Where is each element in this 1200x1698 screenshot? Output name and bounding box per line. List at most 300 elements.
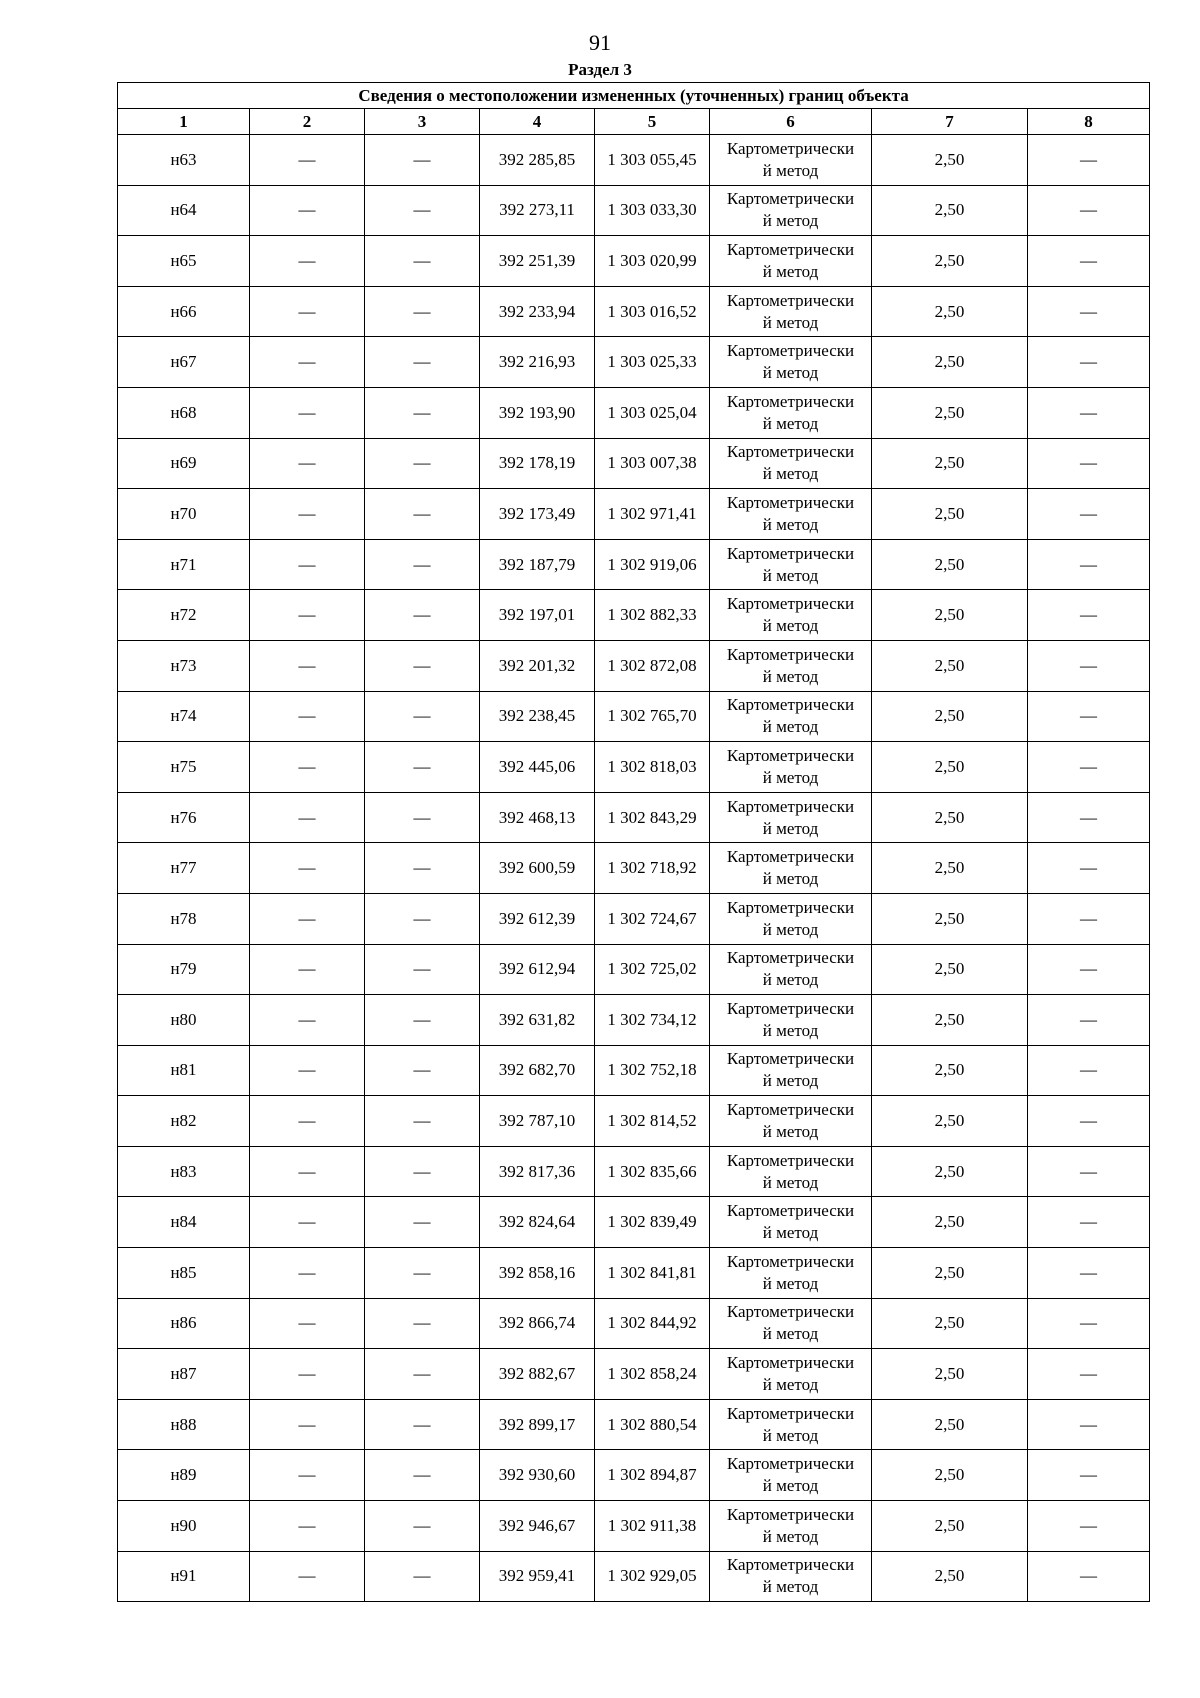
y-coordinate-cell: 1 302 872,08	[595, 640, 710, 691]
accuracy-cell: 2,50	[872, 1298, 1028, 1349]
method-cell	[710, 944, 872, 995]
method-text-line: й метод	[762, 160, 819, 180]
x-coordinate-cell: 392 445,06	[480, 742, 595, 793]
point-name-cell: н90	[118, 1501, 250, 1552]
point-name-cell: н82	[118, 1096, 250, 1147]
column-3-cell: —	[365, 387, 480, 438]
method-text-line: Картометрически	[726, 695, 855, 715]
point-name-cell: н75	[118, 742, 250, 793]
table-row	[118, 1248, 1150, 1299]
method-text-line: Картометрически	[726, 796, 855, 816]
column-header: 2	[250, 109, 365, 135]
x-coordinate-cell: 392 273,11	[480, 185, 595, 236]
column-header: 4	[480, 109, 595, 135]
method-text-line: Картометрически	[726, 290, 855, 310]
accuracy-cell: 2,50	[872, 742, 1028, 793]
column-2-cell: —	[250, 590, 365, 641]
y-coordinate-cell: 1 302 835,66	[595, 1146, 710, 1197]
column-8-cell: —	[1028, 337, 1150, 388]
point-name-cell: н63	[118, 135, 250, 186]
point-name-cell: н87	[118, 1349, 250, 1400]
accuracy-cell: 2,50	[872, 590, 1028, 641]
column-8-cell: —	[1028, 236, 1150, 287]
point-name-cell: н73	[118, 640, 250, 691]
x-coordinate-cell: 392 682,70	[480, 1045, 595, 1096]
column-3-cell: —	[365, 1197, 480, 1248]
method-text-line: й метод	[762, 1425, 819, 1445]
method-cell	[710, 185, 872, 236]
method-text-line: й метод	[762, 1476, 819, 1496]
x-coordinate-cell: 392 187,79	[480, 539, 595, 590]
y-coordinate-cell: 1 302 882,33	[595, 590, 710, 641]
method-text-line: й метод	[762, 1324, 819, 1344]
y-coordinate-cell: 1 302 929,05	[595, 1551, 710, 1602]
column-header: 5	[595, 109, 710, 135]
point-name-cell: н85	[118, 1248, 250, 1299]
column-8-cell: —	[1028, 1551, 1150, 1602]
method-text-line: Картометрически	[726, 745, 855, 765]
method-cell	[710, 1349, 872, 1400]
column-2-cell: —	[250, 539, 365, 590]
column-2-cell: —	[250, 640, 365, 691]
accuracy-cell: 2,50	[872, 387, 1028, 438]
point-name-cell: н86	[118, 1298, 250, 1349]
method-text-line: й метод	[762, 565, 819, 585]
method-text-line: й метод	[762, 363, 819, 383]
x-coordinate-cell: 392 178,19	[480, 438, 595, 489]
column-2-cell: —	[250, 1045, 365, 1096]
y-coordinate-cell: 1 302 718,92	[595, 843, 710, 894]
point-name-cell: н64	[118, 185, 250, 236]
point-name-cell: н81	[118, 1045, 250, 1096]
column-3-cell: —	[365, 236, 480, 287]
method-cell	[710, 742, 872, 793]
accuracy-cell: 2,50	[872, 1197, 1028, 1248]
y-coordinate-cell: 1 302 894,87	[595, 1450, 710, 1501]
accuracy-cell: 2,50	[872, 337, 1028, 388]
method-text-line: Картометрически	[726, 948, 855, 968]
method-cell	[710, 387, 872, 438]
x-coordinate-cell: 392 946,67	[480, 1501, 595, 1552]
x-coordinate-cell: 392 612,94	[480, 944, 595, 995]
method-text-line: й метод	[762, 514, 819, 534]
column-2-cell: —	[250, 893, 365, 944]
point-name-cell: н66	[118, 286, 250, 337]
column-8-cell: —	[1028, 590, 1150, 641]
column-8-cell: —	[1028, 1248, 1150, 1299]
table-caption: Сведения о местоположении измененных (уточненных) границ объекта	[118, 83, 1150, 109]
point-name-cell: н72	[118, 590, 250, 641]
column-8-cell: —	[1028, 1096, 1150, 1147]
method-text-line: й метод	[762, 767, 819, 787]
method-text-line: Картометрически	[726, 998, 855, 1018]
point-name-cell: н67	[118, 337, 250, 388]
column-2-cell: —	[250, 1551, 365, 1602]
y-coordinate-cell: 1 302 725,02	[595, 944, 710, 995]
column-2-cell: —	[250, 1197, 365, 1248]
table-row	[118, 438, 1150, 489]
column-3-cell: —	[365, 489, 480, 540]
column-2-cell: —	[250, 1298, 365, 1349]
y-coordinate-cell: 1 302 858,24	[595, 1349, 710, 1400]
method-text-line: Картометрически	[726, 341, 855, 361]
method-text-line: Картометрически	[726, 897, 855, 917]
table-row	[118, 1197, 1150, 1248]
table-row	[118, 1450, 1150, 1501]
column-3-cell: —	[365, 1349, 480, 1400]
column-8-cell: —	[1028, 995, 1150, 1046]
column-8-cell: —	[1028, 1298, 1150, 1349]
column-3-cell: —	[365, 1551, 480, 1602]
table-row	[118, 995, 1150, 1046]
column-8-cell: —	[1028, 792, 1150, 843]
column-2-cell: —	[250, 1146, 365, 1197]
x-coordinate-cell: 392 824,64	[480, 1197, 595, 1248]
point-name-cell: н91	[118, 1551, 250, 1602]
method-cell	[710, 1248, 872, 1299]
x-coordinate-cell: 392 216,93	[480, 337, 595, 388]
x-coordinate-cell: 392 612,39	[480, 893, 595, 944]
method-text-line: й метод	[762, 1526, 819, 1546]
x-coordinate-cell: 392 173,49	[480, 489, 595, 540]
column-8-cell: —	[1028, 691, 1150, 742]
column-3-cell: —	[365, 640, 480, 691]
column-2-cell: —	[250, 1501, 365, 1552]
column-2-cell: —	[250, 995, 365, 1046]
column-8-cell: —	[1028, 1501, 1150, 1552]
method-text-line: й метод	[762, 970, 819, 990]
method-text-line: й метод	[762, 818, 819, 838]
table-body	[118, 135, 1150, 1602]
accuracy-cell: 2,50	[872, 1399, 1028, 1450]
column-2-cell: —	[250, 843, 365, 894]
method-cell	[710, 539, 872, 590]
method-text-line: Картометрически	[726, 189, 855, 209]
column-8-cell: —	[1028, 489, 1150, 540]
method-text-line: Картометрически	[726, 391, 855, 411]
column-3-cell: —	[365, 893, 480, 944]
table-row	[118, 135, 1150, 186]
y-coordinate-cell: 1 302 814,52	[595, 1096, 710, 1147]
point-name-cell: н84	[118, 1197, 250, 1248]
column-3-cell: —	[365, 1501, 480, 1552]
x-coordinate-cell: 392 817,36	[480, 1146, 595, 1197]
table-row	[118, 539, 1150, 590]
column-3-cell: —	[365, 286, 480, 337]
method-text-line: Картометрически	[726, 1403, 855, 1423]
column-2-cell: —	[250, 286, 365, 337]
method-cell	[710, 590, 872, 641]
accuracy-cell: 2,50	[872, 1045, 1028, 1096]
method-text-line: й метод	[762, 869, 819, 889]
accuracy-cell: 2,50	[872, 539, 1028, 590]
column-8-cell: —	[1028, 742, 1150, 793]
point-name-cell: н88	[118, 1399, 250, 1450]
method-text-line: Картометрически	[726, 239, 855, 259]
column-3-cell: —	[365, 843, 480, 894]
method-text-line: й метод	[762, 1273, 819, 1293]
column-2-cell: —	[250, 1349, 365, 1400]
column-3-cell: —	[365, 1146, 480, 1197]
method-cell	[710, 691, 872, 742]
method-cell	[710, 438, 872, 489]
column-8-cell: —	[1028, 539, 1150, 590]
column-3-cell: —	[365, 1096, 480, 1147]
table-row	[118, 640, 1150, 691]
accuracy-cell: 2,50	[872, 489, 1028, 540]
x-coordinate-cell: 392 193,90	[480, 387, 595, 438]
method-cell	[710, 792, 872, 843]
y-coordinate-cell: 1 302 752,18	[595, 1045, 710, 1096]
x-coordinate-cell: 392 251,39	[480, 236, 595, 287]
x-coordinate-cell: 392 201,32	[480, 640, 595, 691]
method-cell	[710, 640, 872, 691]
method-text-line: Картометрически	[726, 644, 855, 664]
column-3-cell: —	[365, 742, 480, 793]
table-row	[118, 742, 1150, 793]
column-3-cell: —	[365, 337, 480, 388]
method-text-line: Картометрически	[726, 1555, 855, 1575]
method-text-line: й метод	[762, 413, 819, 433]
column-8-cell: —	[1028, 185, 1150, 236]
column-2-cell: —	[250, 135, 365, 186]
column-3-cell: —	[365, 691, 480, 742]
y-coordinate-cell: 1 302 911,38	[595, 1501, 710, 1552]
method-cell	[710, 1045, 872, 1096]
method-cell	[710, 995, 872, 1046]
method-cell	[710, 135, 872, 186]
table-row	[118, 337, 1150, 388]
method-text-line: й метод	[762, 464, 819, 484]
method-text-line: й метод	[762, 717, 819, 737]
method-text-line: Картометрически	[726, 1504, 855, 1524]
method-cell	[710, 1146, 872, 1197]
point-name-cell: н69	[118, 438, 250, 489]
method-text-line: й метод	[762, 1577, 819, 1597]
x-coordinate-cell: 392 233,94	[480, 286, 595, 337]
x-coordinate-cell: 392 197,01	[480, 590, 595, 641]
table-row	[118, 1096, 1150, 1147]
table-row	[118, 792, 1150, 843]
accuracy-cell: 2,50	[872, 995, 1028, 1046]
x-coordinate-cell: 392 238,45	[480, 691, 595, 742]
method-text-line: й метод	[762, 1375, 819, 1395]
x-coordinate-cell: 392 930,60	[480, 1450, 595, 1501]
y-coordinate-cell: 1 303 007,38	[595, 438, 710, 489]
column-3-cell: —	[365, 135, 480, 186]
x-coordinate-cell: 392 787,10	[480, 1096, 595, 1147]
accuracy-cell: 2,50	[872, 1551, 1028, 1602]
point-name-cell: н76	[118, 792, 250, 843]
column-8-cell: —	[1028, 1197, 1150, 1248]
y-coordinate-cell: 1 302 839,49	[595, 1197, 710, 1248]
method-text-line: Картометрически	[726, 543, 855, 563]
method-text-line: Картометрически	[726, 1201, 855, 1221]
table-row	[118, 691, 1150, 742]
method-cell	[710, 1399, 872, 1450]
method-cell	[710, 1501, 872, 1552]
accuracy-cell: 2,50	[872, 843, 1028, 894]
column-3-cell: —	[365, 185, 480, 236]
column-3-cell: —	[365, 590, 480, 641]
point-name-cell: н80	[118, 995, 250, 1046]
method-text-line: Картометрически	[726, 442, 855, 462]
point-name-cell: н79	[118, 944, 250, 995]
point-name-cell: н71	[118, 539, 250, 590]
point-name-cell: н78	[118, 893, 250, 944]
method-text-line: Картометрически	[726, 1049, 855, 1069]
method-text-line: й метод	[762, 616, 819, 636]
method-cell	[710, 1197, 872, 1248]
y-coordinate-cell: 1 302 818,03	[595, 742, 710, 793]
accuracy-cell: 2,50	[872, 1501, 1028, 1552]
method-cell	[710, 1551, 872, 1602]
section-title: Раздел 3	[568, 60, 632, 79]
table-row	[118, 843, 1150, 894]
method-text-line: Картометрически	[726, 594, 855, 614]
column-8-cell: —	[1028, 387, 1150, 438]
table-row	[118, 1551, 1150, 1602]
method-text-line: Картометрически	[726, 1100, 855, 1120]
column-3-cell: —	[365, 438, 480, 489]
y-coordinate-cell: 1 303 016,52	[595, 286, 710, 337]
column-2-cell: —	[250, 792, 365, 843]
method-text-line: й метод	[762, 1122, 819, 1142]
x-coordinate-cell: 392 959,41	[480, 1551, 595, 1602]
y-coordinate-cell: 1 302 844,92	[595, 1298, 710, 1349]
y-coordinate-cell: 1 302 734,12	[595, 995, 710, 1046]
x-coordinate-cell: 392 858,16	[480, 1248, 595, 1299]
y-coordinate-cell: 1 302 971,41	[595, 489, 710, 540]
method-cell	[710, 843, 872, 894]
table-row	[118, 387, 1150, 438]
x-coordinate-cell: 392 285,85	[480, 135, 595, 186]
accuracy-cell: 2,50	[872, 691, 1028, 742]
y-coordinate-cell: 1 303 055,45	[595, 135, 710, 186]
column-2-cell: —	[250, 742, 365, 793]
accuracy-cell: 2,50	[872, 792, 1028, 843]
point-name-cell: н65	[118, 236, 250, 287]
boundary-coordinates-table	[117, 82, 1150, 1602]
method-text-line: й метод	[762, 1172, 819, 1192]
column-header-row	[118, 109, 1150, 135]
y-coordinate-cell: 1 302 765,70	[595, 691, 710, 742]
column-2-cell: —	[250, 1399, 365, 1450]
column-2-cell: —	[250, 489, 365, 540]
method-cell	[710, 337, 872, 388]
accuracy-cell: 2,50	[872, 185, 1028, 236]
column-8-cell: —	[1028, 1399, 1150, 1450]
point-name-cell: н89	[118, 1450, 250, 1501]
method-text-line: Картометрически	[726, 1251, 855, 1271]
table-row	[118, 1045, 1150, 1096]
column-8-cell: —	[1028, 286, 1150, 337]
column-2-cell: —	[250, 337, 365, 388]
column-3-cell: —	[365, 1045, 480, 1096]
column-2-cell: —	[250, 1450, 365, 1501]
column-3-cell: —	[365, 539, 480, 590]
column-header: 3	[365, 109, 480, 135]
column-8-cell: —	[1028, 1146, 1150, 1197]
point-name-cell: н70	[118, 489, 250, 540]
table-row	[118, 236, 1150, 287]
method-cell	[710, 1450, 872, 1501]
x-coordinate-cell: 392 866,74	[480, 1298, 595, 1349]
table-row	[118, 1146, 1150, 1197]
column-2-cell: —	[250, 944, 365, 995]
method-cell	[710, 1096, 872, 1147]
column-3-cell: —	[365, 792, 480, 843]
accuracy-cell: 2,50	[872, 1248, 1028, 1299]
method-text-line: й метод	[762, 211, 819, 231]
accuracy-cell: 2,50	[872, 1450, 1028, 1501]
y-coordinate-cell: 1 303 025,04	[595, 387, 710, 438]
table-row	[118, 286, 1150, 337]
column-3-cell: —	[365, 1298, 480, 1349]
accuracy-cell: 2,50	[872, 893, 1028, 944]
table-row	[118, 1349, 1150, 1400]
y-coordinate-cell: 1 303 025,33	[595, 337, 710, 388]
accuracy-cell: 2,50	[872, 135, 1028, 186]
column-2-cell: —	[250, 387, 365, 438]
method-cell	[710, 236, 872, 287]
y-coordinate-cell: 1 303 033,30	[595, 185, 710, 236]
y-coordinate-cell: 1 302 843,29	[595, 792, 710, 843]
method-text-line: Картометрически	[726, 492, 855, 512]
column-3-cell: —	[365, 944, 480, 995]
table-row	[118, 893, 1150, 944]
method-text-line: й метод	[762, 261, 819, 281]
x-coordinate-cell: 392 468,13	[480, 792, 595, 843]
column-8-cell: —	[1028, 1045, 1150, 1096]
column-8-cell: —	[1028, 438, 1150, 489]
y-coordinate-cell: 1 302 919,06	[595, 539, 710, 590]
column-3-cell: —	[365, 1399, 480, 1450]
point-name-cell: н68	[118, 387, 250, 438]
column-2-cell: —	[250, 236, 365, 287]
column-3-cell: —	[365, 1248, 480, 1299]
method-cell	[710, 893, 872, 944]
method-text-line: Картометрически	[726, 1150, 855, 1170]
method-text-line: й метод	[762, 666, 819, 686]
accuracy-cell: 2,50	[872, 236, 1028, 287]
accuracy-cell: 2,50	[872, 1146, 1028, 1197]
table-row	[118, 590, 1150, 641]
column-2-cell: —	[250, 691, 365, 742]
accuracy-cell: 2,50	[872, 944, 1028, 995]
method-text-line: Картометрически	[726, 847, 855, 867]
x-coordinate-cell: 392 899,17	[480, 1399, 595, 1450]
method-cell	[710, 286, 872, 337]
column-8-cell: —	[1028, 640, 1150, 691]
column-8-cell: —	[1028, 944, 1150, 995]
point-name-cell: н74	[118, 691, 250, 742]
column-8-cell: —	[1028, 135, 1150, 186]
column-8-cell: —	[1028, 1450, 1150, 1501]
table-row	[118, 1399, 1150, 1450]
method-text-line: Картометрически	[726, 138, 855, 158]
y-coordinate-cell: 1 303 020,99	[595, 236, 710, 287]
column-header: 7	[872, 109, 1028, 135]
column-header: 8	[1028, 109, 1150, 135]
y-coordinate-cell: 1 302 880,54	[595, 1399, 710, 1450]
column-2-cell: —	[250, 438, 365, 489]
column-2-cell: —	[250, 1248, 365, 1299]
method-text-line: й метод	[762, 919, 819, 939]
y-coordinate-cell: 1 302 841,81	[595, 1248, 710, 1299]
point-name-cell: н77	[118, 843, 250, 894]
column-3-cell: —	[365, 995, 480, 1046]
